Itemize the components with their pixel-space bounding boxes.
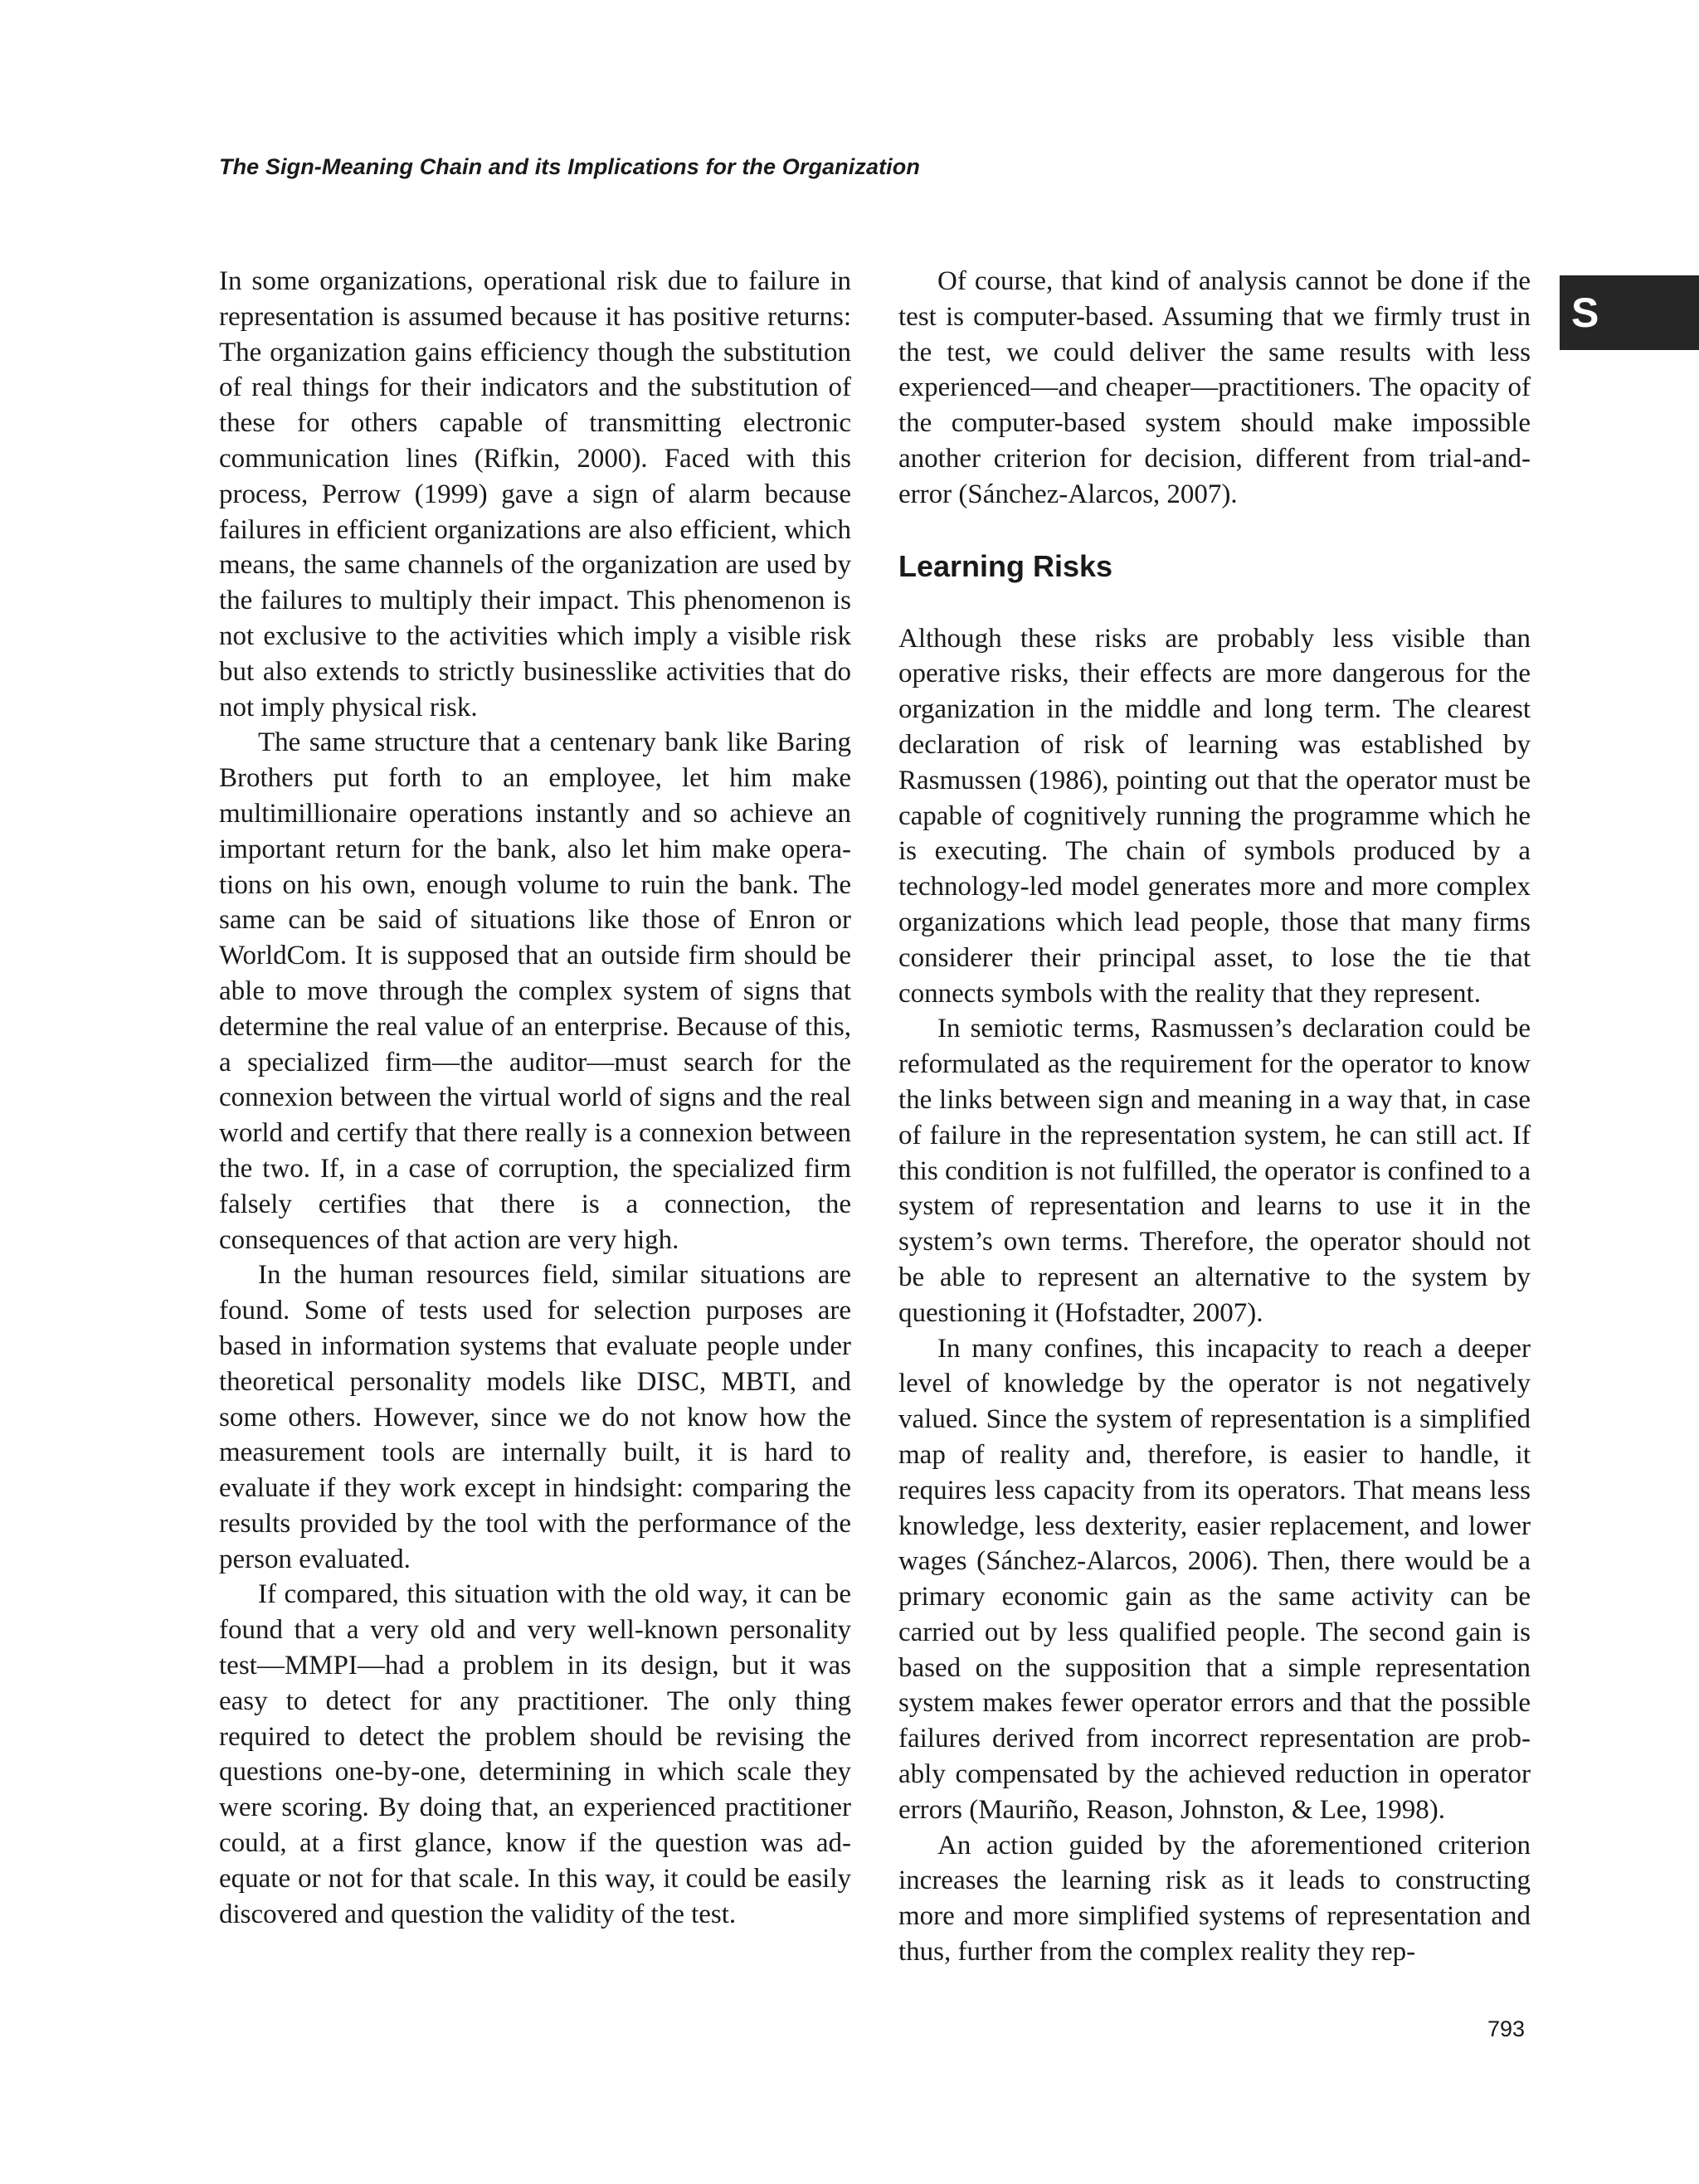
body-paragraph: In some organizations, operational risk due to failure in representation is assumed because it has positive returns: The organization gains efficiency though the substitution of real things for their indicators and the substitution of these for others capable of transmitting electronic communication lines (Rifkin, 2000). Faced with this process, Perrow (1999) gave a sign of alarm because failures in efficient organizations are also efficient, which means, the same channels of the organization are used by the failures to multiply their impact. This phenomenon is not exclusive to the activities which imply a visible risk but also extends to strictly businesslike activities that do not imply physical risk. (219, 266, 851, 722)
body-paragraph: If compared, this situation with the old way, it can be found that a very old and very well-known personality test—MMPI—had a problem in its design, but it was easy to detect for any practitioner. The only thing required to detect the problem should be revising the questions one-by-one, determining in which scale they were scoring. By doing that, an experienced practitioner could, at a first glance, know if the question was adequate or not for that scale. In this way, it could be easily discovered and question the validity of the test. (219, 1579, 851, 1929)
body-paragraph: Of course, that kind of analysis cannot be done if the test is computer-based. Assuming that we firmly trust in the test, we could deliver the same results with less experienced—and cheaper—practitioners. The opacity of the computer-based system should make impossible another criterion for decision, different from trial-and-error (Sánchez-Alarcos, 2007). (898, 266, 1531, 509)
body-paragraph: Although these risks are probably less visible than operative risks, their effects are more dangerous for the organization in the middle and long term. The clearest declaration of risk of learning was established by Rasmussen (1986), pointing out that the operator must be capable of cognitively running the programme which he is executing. The chain of symbols produced by a technology-led model generates more and more complex organizations which lead people, those that many firms considerer their principal asset, to lose the tie that connects symbols with the reality that they represent. (898, 623, 1531, 1009)
left-column (219, 264, 851, 1932)
body-paragraph: In the human resources field, similar situations are found. Some of tests used for selection purposes are based in information systems that evaluate people under theoretical personality models like DISC, MBTI, and some others. However, since we do not know how the measurement tools are internally built, it is hard to evaluate if they work except in hindsight: comparing the results provided by the tool with the performance of the person evaluated. (219, 1260, 851, 1574)
body-paragraph: In many confines, this incapacity to reach a deeper level of knowledge by the operator is not negatively valued. Since the system of representation is a simplified map of reality and, therefore, is easier to handle, it requires less capacity from its operators. That means less knowledge, less dexterity, easier replacement, and lower wages (Sánchez-Alarcos, 2006). Then, there would be a primary economic gain as the same activity can be carried out by less qualified people. The second gain is based on the supposition that a simple representation system makes fewer operator errors and that the possible failures derived from incorrect representation are probably compensated by the achieved reduction in operator errors (Mauriño, Reason, Johnston, & Lee, 1998). (898, 1333, 1531, 1825)
body-paragraph: An action guided by the aforementioned criterion increases the learning risk as it leads to constructing more and more simplified systems of representation and thus, further from the complex reality they rep- (898, 1830, 1531, 1968)
page-number: 793 (1487, 2016, 1526, 2041)
right-column (898, 264, 1531, 1970)
body-paragraph: In semiotic terms, Rasmussen’s declaration could be reformulated as the requirement for the operator to know the links between sign and meaning in a way that, in case of failure in the representation system, he can still act. If this condition is not fulfilled, the operator is confined to a system of representation and learns to use it in the system’s own terms. Therefore, the operator should not be able to represent an alternative to the system by questioning it (Hofstadter, 2007). (898, 1014, 1531, 1328)
section-thumb-tab: S (1560, 275, 1699, 350)
section-heading: Learning Risks (898, 548, 1113, 583)
body-paragraph: The same structure that a centenary bank like Baring Brothers put forth to an employee, let him make multimillionaire operations instantly and so achieve an important return for the bank, also let him make operations on his own, enough volume to ruin the bank. The same can be said of situations like those of Enron or WorldCom. It is supposed that an outside firm should be able to move through the complex system of signs that determine the real value of an enterprise. Because of this, a specialized firm—the auditor—must search for the connexion between the virtual world of signs and the real world and certify that there really is a connexion between the two. If, in a case of corruption, the specialized firm falsely certifies that there is a connection, the consequences of that action are very high. (219, 727, 851, 1255)
running-header: The Sign-Meaning Chain and its Implications for the Organization (219, 154, 920, 179)
